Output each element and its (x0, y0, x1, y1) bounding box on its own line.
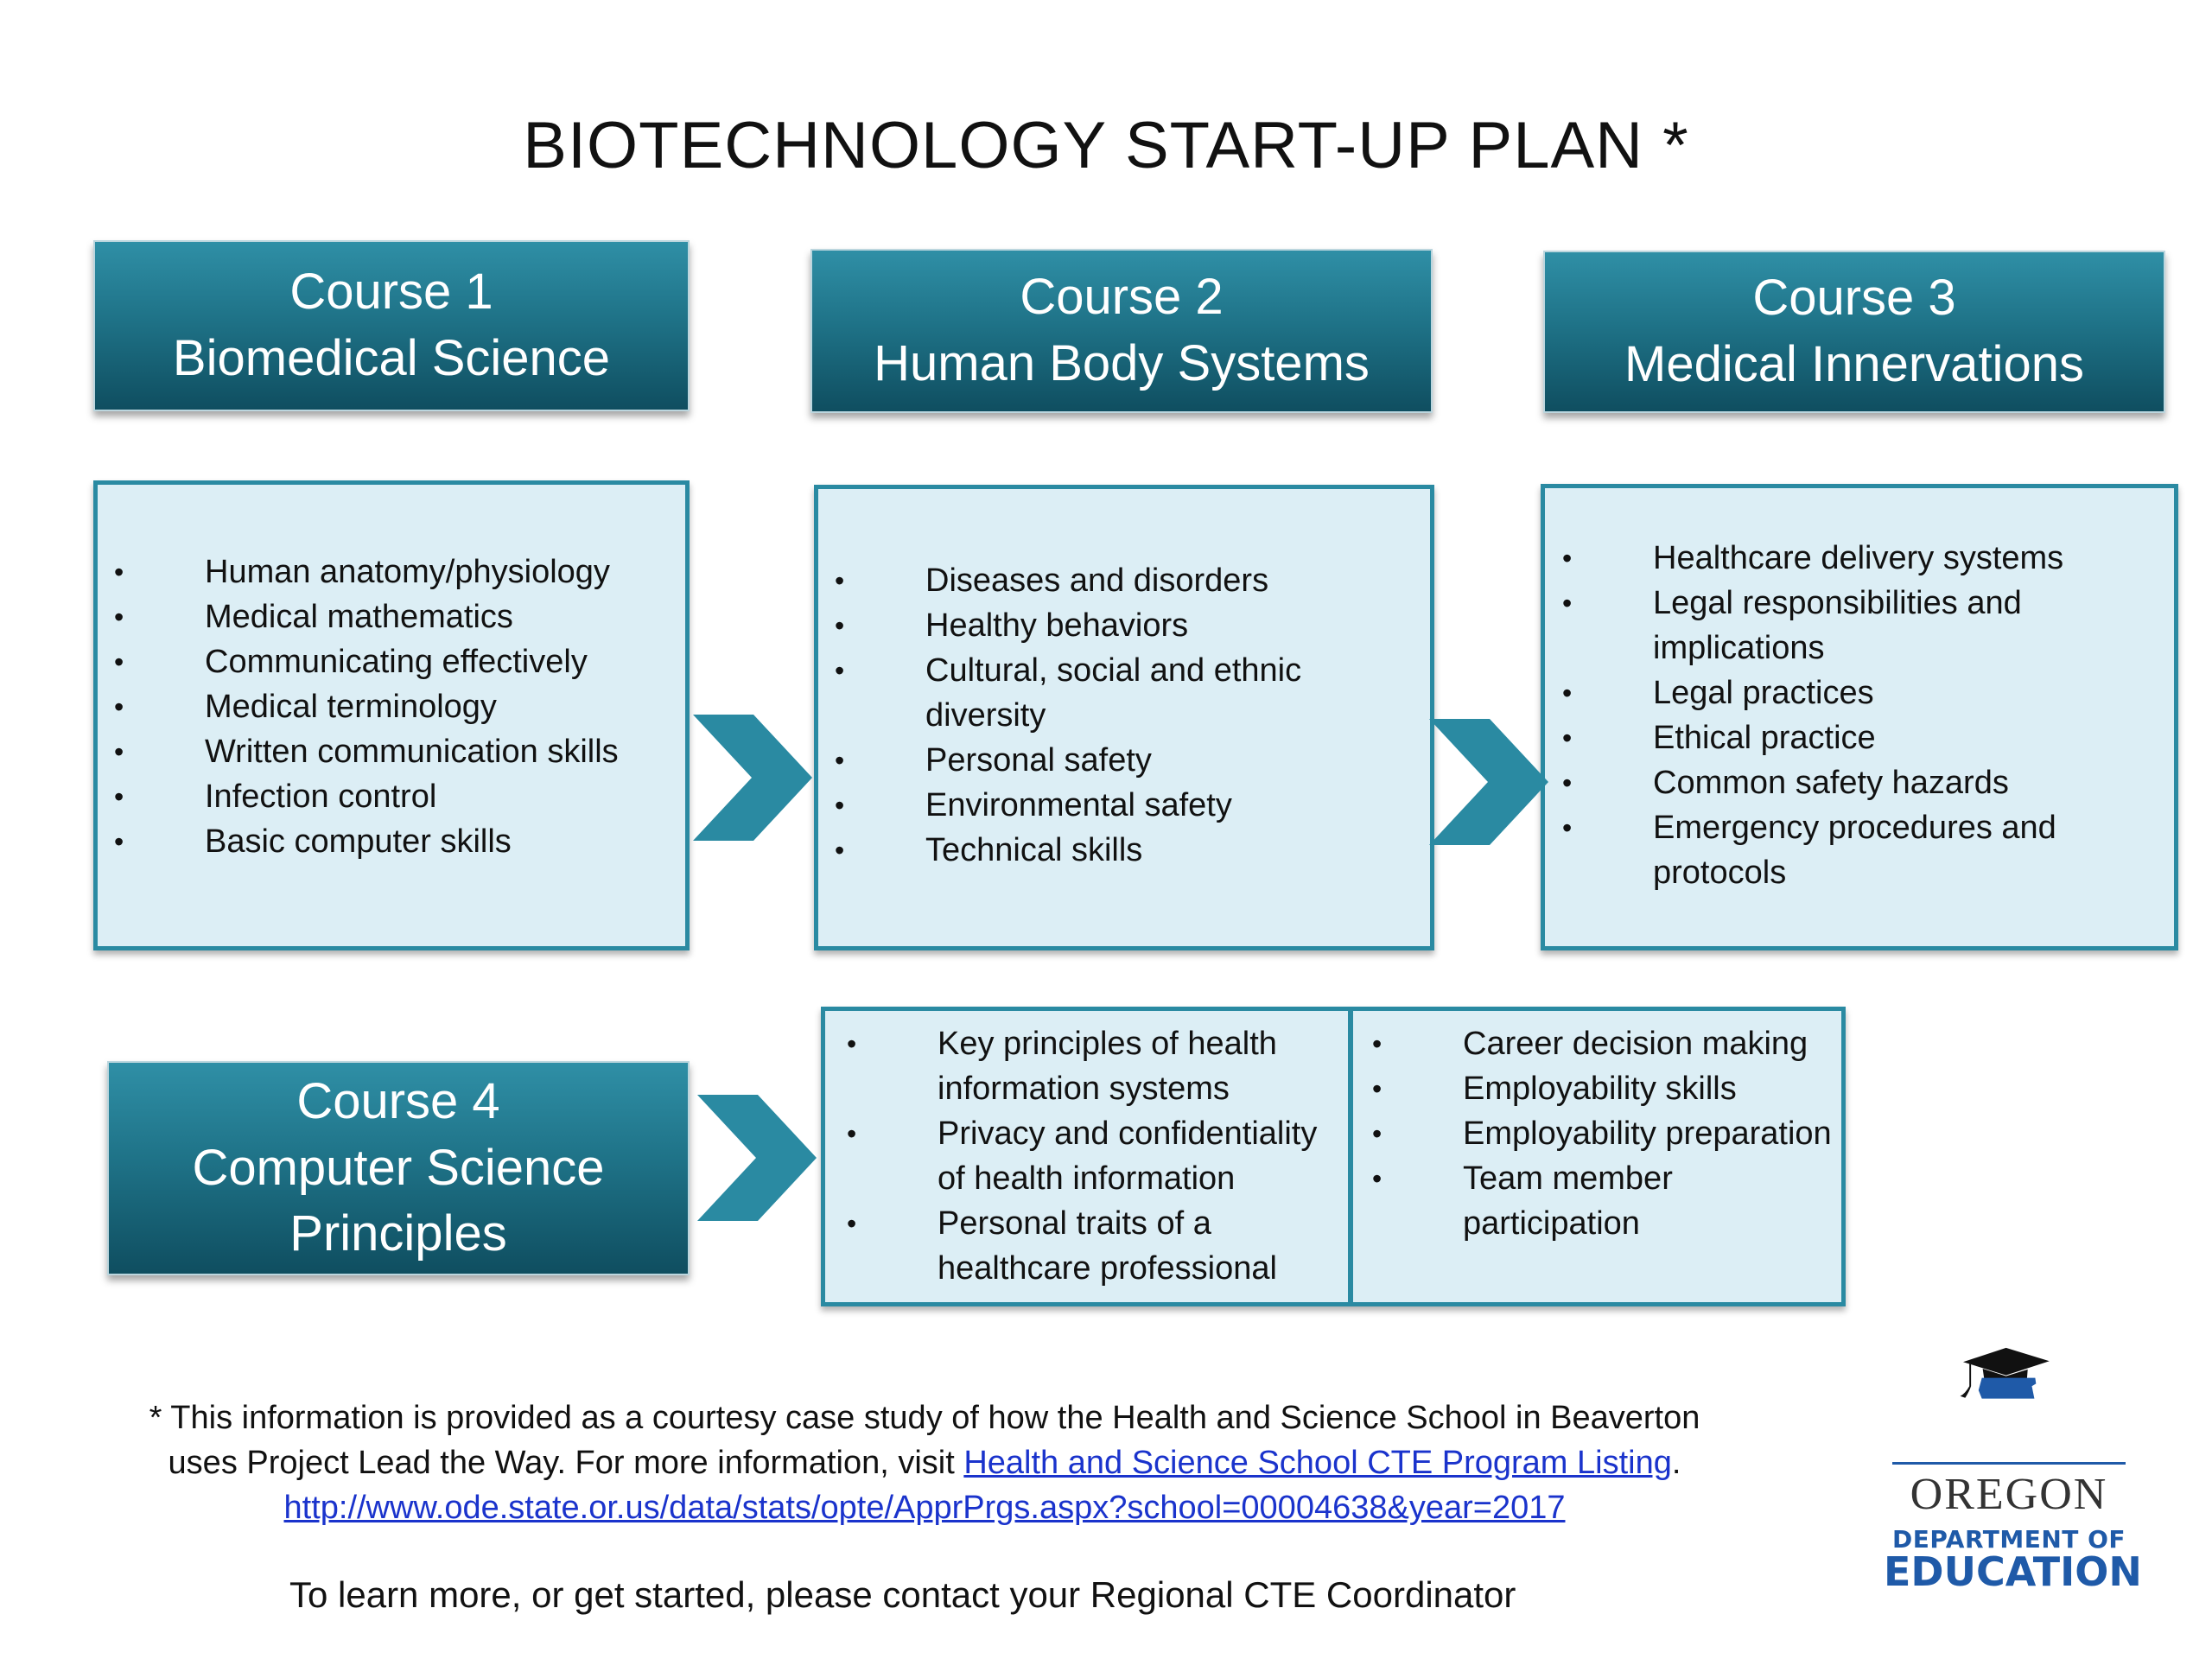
list-item: • Medical mathematics (114, 594, 667, 639)
course-2-name: Human Body Systems (874, 335, 1370, 391)
footer-line-1: * This information is provided as a courtesy case study of how the Health and Science School in Beaverton (149, 1400, 1700, 1436)
footer-line-2-prefix: uses Project Lead the Way. For more information, visit (168, 1445, 964, 1481)
course-3-name: Medical Innervations (1624, 336, 2084, 392)
list-item: • Medical terminology (114, 684, 667, 729)
graduation-cap-oregon-icon (1892, 1344, 2126, 1461)
list-item: • Healthcare delivery systems (1562, 536, 2167, 581)
chevron-right-icon (691, 713, 817, 842)
program-listing-link[interactable]: Health and Science School CTE Program Listing (963, 1445, 1672, 1481)
logo-department: DEPARTMENT OF (1891, 1525, 2126, 1554)
ode-url-link[interactable]: http://www.ode.state.or.us/data/stats/opte/ApprPrgs.aspx?school=00004638&year=2017 (283, 1490, 1566, 1526)
list-item: • Privacy and confidentiality of health information (847, 1111, 1339, 1201)
course-3-topic-list (1562, 536, 2167, 895)
logo-oregon: OREGON (1910, 1470, 2108, 1519)
list-item: • Healthy behaviors (835, 603, 1422, 648)
list-item: • Infection control (114, 774, 667, 819)
list-item: • Environmental safety (835, 783, 1422, 828)
list-item: • Common safety hazards (1562, 760, 2167, 805)
chevron-right-icon (696, 1093, 821, 1223)
list-item: • Communicating effectively (114, 639, 667, 684)
list-item: • Employability skills (1372, 1066, 1839, 1111)
course-3-header (1543, 251, 2165, 413)
list-item: • Ethical practice (1562, 715, 2167, 760)
course-4-number: Course 4 (296, 1073, 500, 1130)
chevron-right-icon (1427, 717, 1553, 847)
list-item: • Personal traits of a healthcare professional (847, 1201, 1339, 1291)
course-4-name-line2: Principles (289, 1205, 507, 1262)
course-4-name-line1: Computer Science (192, 1139, 605, 1196)
list-item: • Emergency procedures and protocols (1562, 805, 2167, 895)
list-item: • Employability preparation (1372, 1111, 1839, 1156)
list-item: • Legal responsibilities and implications (1562, 581, 2167, 671)
page-title: BIOTECHNOLOGY START-UP PLAN * (523, 109, 1689, 182)
list-item: • Technical skills (835, 828, 1422, 873)
contact-text: To learn more, or get started, please contact your Regional CTE Coordinator (289, 1574, 1516, 1615)
footer-line-2 (78, 1440, 1771, 1485)
course-4-topic-list-left (847, 1021, 1339, 1291)
list-item: • Team member participation (1372, 1156, 1839, 1246)
course-4-header (107, 1061, 690, 1275)
course-4-topic-list-right (1372, 1021, 1839, 1246)
list-item: • Legal practices (1562, 671, 2167, 715)
list-item: • Personal safety (835, 738, 1422, 783)
list-item: • Cultural, social and ethnic diversity (835, 648, 1422, 738)
course-1-header (93, 240, 690, 411)
logo-rule (1892, 1462, 2126, 1465)
list-item: • Basic computer skills (114, 819, 667, 864)
list-item: • Key principles of health information systems (847, 1021, 1339, 1111)
list-item: • Diseases and disorders (835, 558, 1422, 603)
list-item: • Career decision making (1372, 1021, 1839, 1066)
course-2-topic-list (835, 558, 1422, 873)
course-1-number: Course 1 (289, 264, 493, 321)
course-3-number: Course 3 (1752, 270, 1956, 327)
footer-note (78, 1395, 1771, 1530)
course-2-number: Course 2 (1020, 269, 1224, 326)
logo-education: EDUCATION (1884, 1548, 2142, 1595)
course-1-topic-list (114, 550, 667, 864)
course-2-header (810, 249, 1433, 413)
course-4-topics-divider (1348, 1007, 1353, 1306)
course-1-name: Biomedical Science (172, 330, 611, 386)
list-item: • Written communication skills (114, 729, 667, 774)
footer-line-2-suffix: . (1671, 1445, 1681, 1481)
list-item: • Human anatomy/physiology (114, 550, 667, 594)
